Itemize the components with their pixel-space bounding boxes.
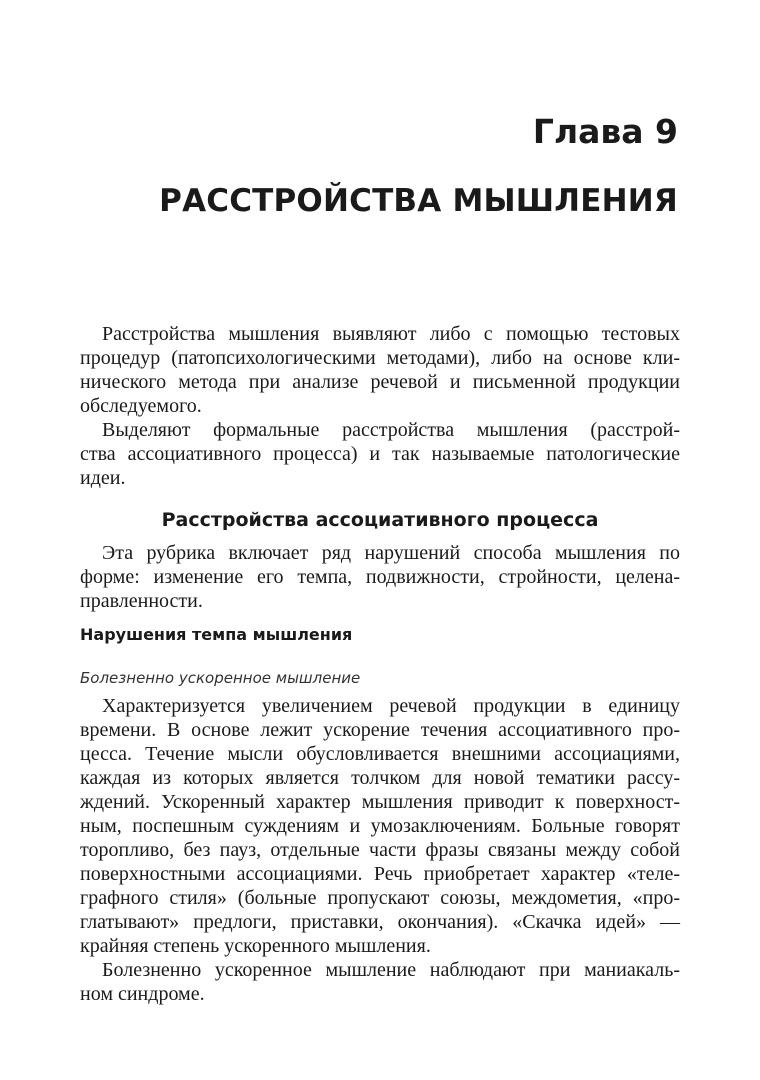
body-line: ным, поспешным суждениям и умозаключениям. Больные говорят: [80, 815, 680, 837]
body-line: торопливо, без пауз, отдельные части фразы связаны между собой: [80, 839, 680, 861]
body-line: цесса. Течение мысли обусловливается внешними ассоциациями,: [80, 743, 680, 765]
subsubsection-heading: Болезненно ускоренное мышление: [80, 669, 361, 687]
intro-line: Расстройства мышления выявляют либо с помощью тестовых: [102, 323, 680, 345]
body-line: ном синдроме.: [80, 983, 205, 1005]
body-line: каждая из которых является толчком для новой тематики рассу-: [80, 767, 680, 789]
intro-line: нического метода при анализе речевой и письменной продукции: [80, 371, 680, 393]
body-line: времени. В основе лежит ускорение течения ассоциативного про-: [80, 719, 680, 741]
section-line: правленности.: [80, 590, 203, 612]
body-line: графного стиля» (больные пропускают союзы, междометия, «про-: [80, 887, 680, 909]
intro-line: ства ассоциативного процесса) и так называемые патологические: [80, 443, 680, 465]
chapter-number: Глава 9: [532, 112, 678, 151]
intro-line: процедур (патопсихологическими методами), либо на основе кли-: [80, 347, 680, 369]
section-line: Эта рубрика включает ряд нарушений способа мышления по: [102, 542, 680, 564]
body-line: ждений. Ускоренный характер мышления приводит к поверхност-: [80, 791, 680, 813]
body-line: крайняя степень ускоренного мышления.: [80, 935, 431, 957]
body-line: Характеризуется увеличением речевой продукции в единицу: [102, 695, 680, 717]
section-line: форме: изменение его темпа, подвижности, стройности, целена-: [80, 566, 680, 588]
body-line: Болезненно ускоренное мышление наблюдают при маниакаль-: [102, 959, 680, 981]
body-line: поверхностными ассоциациями. Речь приобретает характер «теле-: [80, 863, 680, 885]
intro-line: обследуемого.: [80, 395, 202, 417]
chapter-title: РАССТРОЙСТВА МЫШЛЕНИЯ: [159, 183, 678, 219]
section-heading: Расстройства ассоциативного процесса: [161, 509, 599, 531]
body-line: глатывают» предлоги, приставки, окончания). «Скачка идей» —: [80, 911, 680, 933]
intro-line: Выделяют формальные расстройства мышления (расстрой-: [102, 419, 680, 441]
intro-line: идеи.: [80, 467, 126, 489]
subsection-heading: Нарушения темпа мышления: [80, 625, 353, 644]
